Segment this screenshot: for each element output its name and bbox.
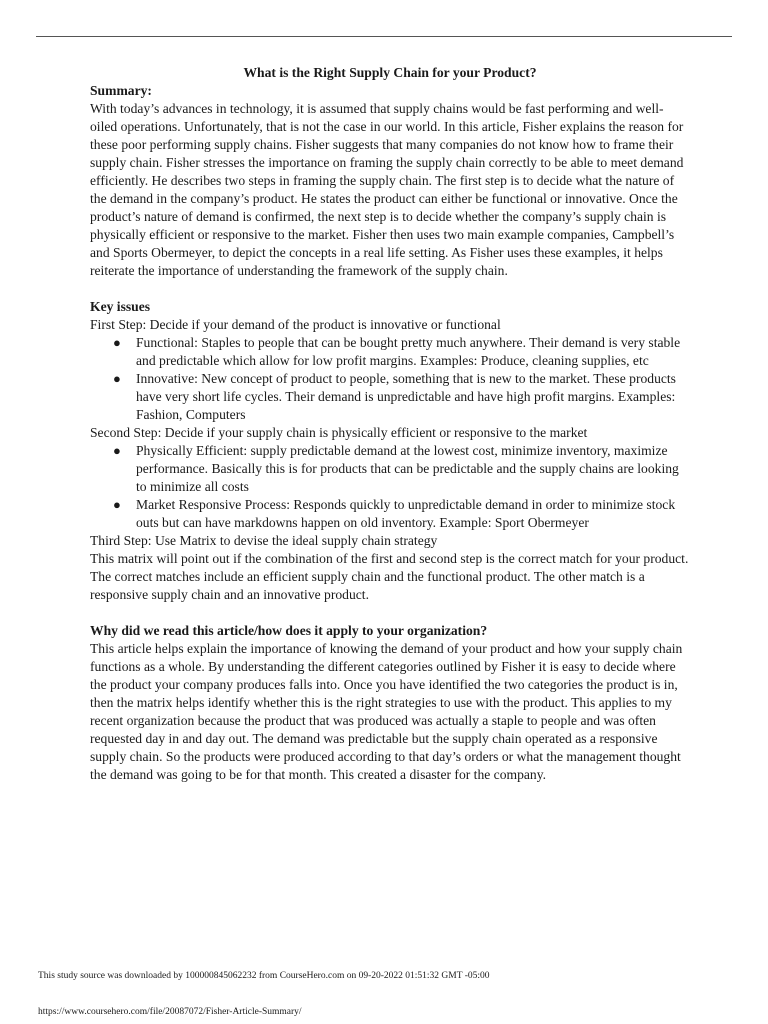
section-spacer	[90, 604, 690, 622]
bullet-icon: ●	[113, 371, 121, 386]
summary-body: With today’s advances in technology, it is assumed that supply chains would be fast performing and well-oiled operations. Unfortunately, that is not the case in our world. In this article, Fisher explains the reason for these poor performing supply chains. Fisher suggests that many companies do not know how to frame their supply chain. Fisher stresses the importance on framing the supply chain correctly to be able to meet demand efficiently. He describes two steps in framing the supply chain. The first step is to decide what the nature of the demand in the company’s product. He states the product can either be functional or innovative. Once the product’s nature of demand is confirmed, the next step is to decide whether the company’s supply chain is physically efficient or responsive to the market. Fisher then uses two main example companies, Campbell’s and Sports Obermeyer, to depict the concepts in a real life setting. As Fisher uses these examples, it helps reiterate the importance of understanding the framework of the supply chain.	[90, 101, 684, 278]
list-item	[90, 334, 690, 370]
bullet-icon: ●	[113, 335, 121, 350]
summary-heading: Summary:	[90, 83, 152, 98]
list-item	[90, 496, 690, 532]
bullet-icon: ●	[113, 443, 121, 458]
bullet-text: Market Responsive Process: Responds quickly to unpredictable demand in order to minimize stock outs but can have markdowns happen on old inventory. Example: Sport Obermeyer	[136, 497, 676, 530]
step-3-text: Third Step: Use Matrix to devise the ideal supply chain strategy	[90, 533, 438, 548]
key-issues-heading: Key issues	[90, 299, 151, 314]
list-item	[90, 442, 690, 496]
bullet-text: Physically Efficient: supply predictable demand at the lowest cost, minimize inventory, maximize performance. Basically this is for products that can be predictable and the supply chains are looking to minimize all costs	[136, 443, 679, 494]
why-body: This article helps explain the importance of knowing the demand of your product and how your supply chain functions as a whole. By understanding the different categories outlined by Fisher it is easy to decide where the product your company produces falls into. Once you have identified the two categories the product is in, then the matrix helps identify whether this is the right strategies to use with the product. This applies to my recent organization because the product that was produced was actually a staple to people and was often requested day in and day out. The demand was predictable but the supply chain operated as a responsive supply chain. So the products were produced according to that day’s orders or what the management thought the demand was going to be for that month. This created a disaster for the company.	[90, 641, 683, 782]
step-2-bullet-list	[90, 442, 690, 532]
download-notice: This study source was downloaded by 100000845062232 from CourseHero.com on 09-20-2022 01:51:32 GMT -05:00	[38, 971, 490, 981]
bullet-text: Functional: Staples to people that can be bought pretty much anywhere. Their demand is very stable and predictable which allow for low profit margins. Examples: Produce, cleaning supplies, etc	[136, 335, 681, 368]
step-1-text: First Step: Decide if your demand of the product is innovative or functional	[90, 317, 501, 332]
document-title: What is the Right Supply Chain for your Product?	[243, 65, 537, 80]
document-page	[90, 64, 690, 784]
section-spacer	[90, 280, 690, 298]
bullet-text: Innovative: New concept of product to people, something that is new to the market. These products have very short life cycles. Their demand is unpredictable and have high profit margins. Examples: Fashion, Computers	[136, 371, 676, 422]
source-url-link[interactable]: https://www.coursehero.com/file/20087072/Fisher-Article-Summary/	[38, 1007, 302, 1017]
step-3-body: This matrix will point out if the combination of the first and second step is the correct match for your product. The correct matches include an efficient supply chain and the functional product. The other match is a responsive supply chain and an innovative product.	[90, 551, 689, 602]
bullet-icon: ●	[113, 497, 121, 512]
step-2-text: Second Step: Decide if your supply chain is physically efficient or responsive to the market	[90, 425, 588, 440]
step-1-bullet-list	[90, 334, 690, 424]
why-heading: Why did we read this article/how does it apply to your organization?	[90, 623, 488, 638]
top-divider	[36, 36, 732, 37]
list-item	[90, 370, 690, 424]
